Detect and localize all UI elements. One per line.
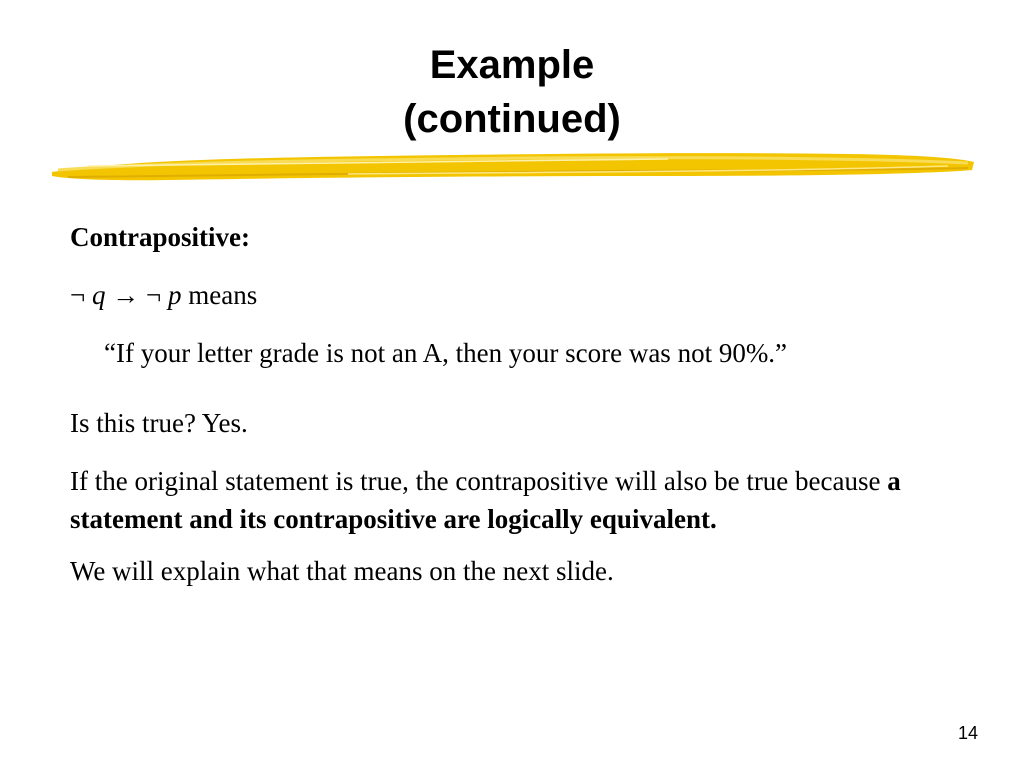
slide-title [0, 38, 1024, 146]
slide-body [70, 218, 990, 590]
explanation-emphasis: a statement and its contrapositive are logically equivalent. [70, 466, 901, 534]
means-text: means [188, 280, 258, 310]
variable-p: p [167, 280, 182, 310]
contrapositive-quote: “If your letter grade is not an A, then your score was not 90%.” [104, 338, 788, 368]
implication-arrow: → [112, 280, 140, 310]
formula-line [70, 276, 990, 314]
brush-stroke-divider [48, 146, 978, 186]
title-line-2: (continued) [403, 97, 621, 141]
negation-symbol: ¬ [145, 280, 162, 310]
explanation-text: If the original statement is true, the contrapositive will also be true because [70, 466, 881, 496]
next-slide-note: We will explain what that means on the next slide. [70, 556, 614, 586]
section-heading: Contrapositive: [70, 222, 250, 252]
variable-q: q [91, 280, 106, 310]
question-line: Is this true? Yes. [70, 408, 248, 438]
explanation-paragraph [70, 462, 990, 538]
title-line-1: Example [429, 43, 595, 87]
negation-symbol: ¬ [70, 280, 86, 310]
page-number: 14 [957, 723, 978, 743]
